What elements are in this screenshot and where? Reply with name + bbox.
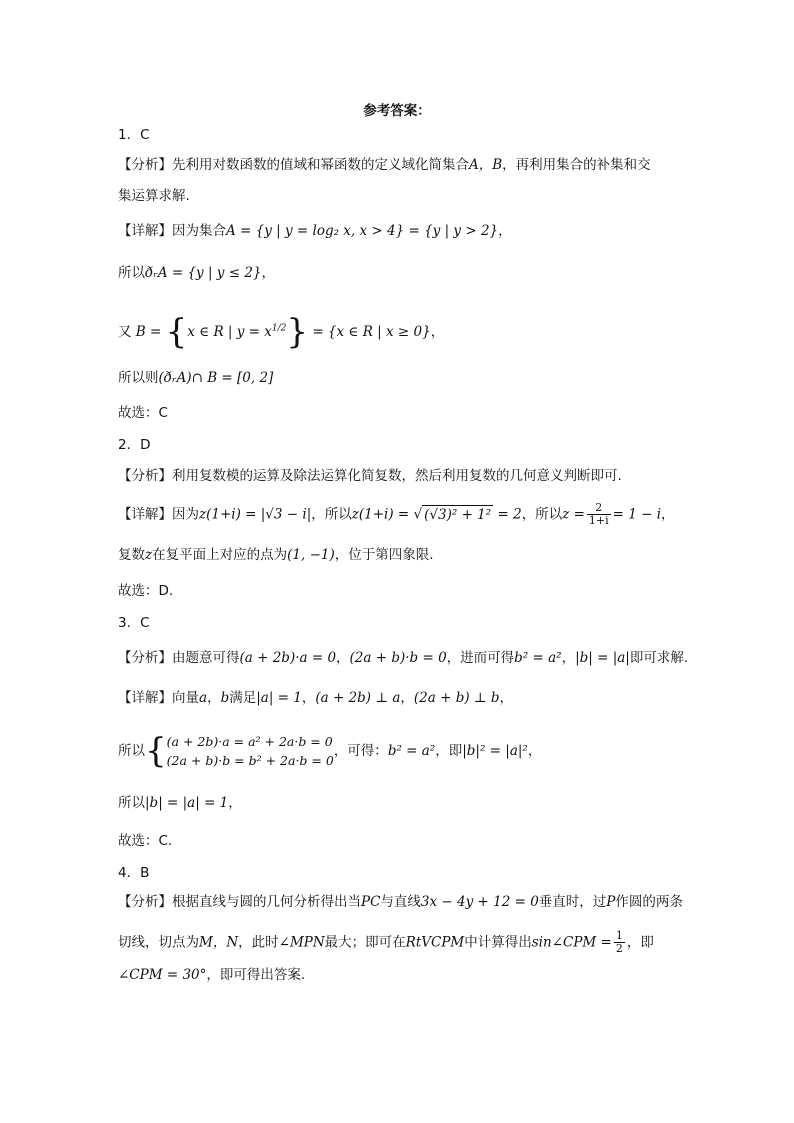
- result-equation: (ðᵣA)∩ B = [0, 2]: [158, 370, 274, 386]
- q4-analysis-line3: ∠CPM = 30°，即可得出答案.: [118, 967, 306, 983]
- sqrt-expression: (√3)² + 1²: [424, 506, 492, 523]
- q2-choice: 故选：D.: [118, 583, 174, 599]
- system-brace: {: [145, 731, 167, 771]
- set-b-builder: x ∈ R | $y = x^{1/2}$: [187, 323, 287, 340]
- detail-tag: 【详解】: [118, 506, 172, 523]
- equation-system: (a + 2b)·a = a² + 2a·b = 0 (2a + b)·b = b² + 2a·b = 0: [166, 734, 334, 768]
- complement-equation: ðᵣA = {y | y ≤ 2}: [145, 265, 262, 281]
- left-brace: {: [165, 312, 188, 352]
- detail-tag: 【详解】: [118, 223, 172, 239]
- q3-detail-result: 所以|b| = |a| = 1，: [118, 795, 242, 811]
- q1-detail-line2: 所以ðᵣA = {y | y ≤ 2}，: [118, 265, 276, 281]
- q3-number: 3．C: [118, 615, 150, 631]
- q4-number: 4．B: [118, 865, 150, 881]
- q3-detail-system: 所以{(a + 2b)·a = a² + 2a·b = 0 (2a + b)·b = b² + 2a·b = 0，可得：b² = a²，即|b|² = |a|²，: [118, 731, 542, 771]
- q2-detail-line2: 复数z在复平面上对应的点为(1, −1)，位于第四象限.: [118, 547, 434, 563]
- q1-detail-line1: 【详解】因为集合A = {y | y = log₂ x, x > 4} = {y | y > 2}，: [118, 223, 512, 239]
- q3-choice: 故选：C.: [118, 833, 173, 849]
- page-title: 参考答案：: [363, 103, 431, 119]
- set-b-equation: = {x ∈ R | x ≥ 0}: [312, 324, 431, 340]
- fraction: $\frac{1}{2}$: [615, 929, 623, 955]
- right-brace: }: [286, 312, 309, 352]
- q1-analysis-line1: 【分析】先利用对数函数的值域和幂函数的定义域化简集合A，B，再利用集合的补集和交: [118, 157, 651, 173]
- analysis-tag: 【分析】: [118, 468, 172, 484]
- point-coordinate: (1, −1): [287, 547, 335, 563]
- q2-number: 2．D: [118, 437, 151, 453]
- q4-analysis-line2: 切线，切点为M，N，此时∠MPN最大；即可在RtVCPM中计算得出sin∠CPM = $\frac{1}{2}$ ，即: [118, 929, 654, 955]
- detail-tag: 【详解】: [118, 690, 172, 706]
- q3-detail-line1: 【详解】向量a，b满足|a| = 1，(a + 2b) ⊥ a，(2a + b) ⊥ b，: [118, 690, 514, 706]
- q1-detail-line4: 所以则(ðᵣA)∩ B = [0, 2]: [118, 370, 274, 386]
- analysis-tag: 【分析】: [118, 650, 172, 666]
- q4-analysis-line1: 【分析】根据直线与圆的几何分析得出当PC与直线3x − 4y + 12 = 0垂直时，过P作圆的两条: [118, 894, 683, 910]
- q2-detail-line1: 【详解】因为z(1+i) = |√3 − i|，所以z(1+i) = √ (√3)² + 1² = 2，所以z = $\frac{2}{1+i}$ = 1 − i，: [118, 501, 675, 527]
- analysis-tag: 【分析】: [118, 894, 172, 910]
- q1-analysis-line2: 集运算求解.: [118, 188, 190, 204]
- q1-number: 1．C: [118, 127, 150, 143]
- analysis-tag: 【分析】: [118, 157, 172, 173]
- set-a-equation: A = {y | y = log₂ x, x > 4} = {y | y > 2}: [226, 223, 499, 239]
- fraction: $\frac{2}{1+i}$: [588, 501, 609, 527]
- q2-analysis: 【分析】利用复数模的运算及除法运算化简复数，然后利用复数的几何意义判断即可.: [118, 468, 622, 484]
- q3-analysis: 【分析】由题意可得(a + 2b)·a = 0，(2a + b)·b = 0，进而可得b² = a²，|b| = |a|即可求解.: [118, 650, 689, 666]
- q1-detail-line3: 又 B = {x ∈ R | $y = x^{1/2}\} = \{x$ ∈ R | x ≥ 0}，: [118, 312, 445, 352]
- q1-choice: 故选：C: [118, 405, 168, 421]
